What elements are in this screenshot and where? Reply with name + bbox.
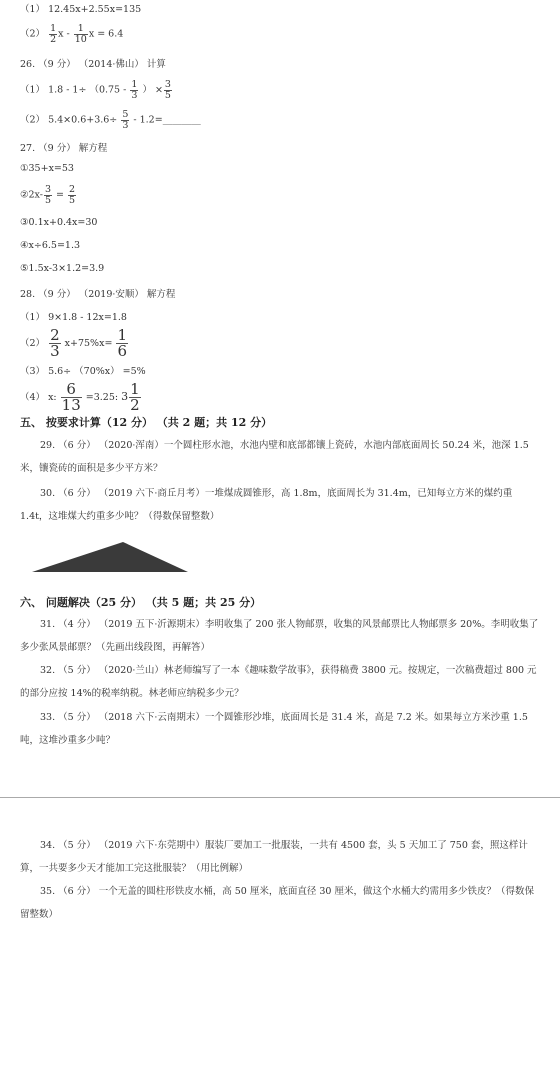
- fraction: $\frac{2}{5}$: [69, 184, 76, 206]
- fraction: $\frac{1}{3}$: [131, 79, 138, 101]
- q31-text: 31. （4 分） （2019 五下·沂源期末）李明收集了 200 张人物邮票，收集的风景邮票比人物邮票多 20%。李明收集了多少张风景邮票？（先画出线段图，再解答）: [20, 619, 539, 653]
- q27-title: 27. （9 分） 解方程: [20, 143, 108, 154]
- q27-item1: ①35+x=53: [20, 163, 74, 174]
- page-divider: [0, 797, 560, 798]
- q28-part1: （1） 9×1.8 - 12x=1.8: [20, 312, 127, 323]
- q35-text: 35. （6 分） 一个无盖的圆柱形铁皮水桶，高 50 厘米，底面直径 30 厘米，做这个水桶大约需用多少铁皮？（得数保留整数）: [20, 886, 534, 920]
- q28-part3: （3） 5.6÷ （70%x） =5%: [20, 366, 146, 377]
- fraction: $\frac{1}{6}$: [117, 326, 127, 360]
- q27-item3: ③0.1x+0.4x=30: [20, 217, 98, 228]
- q26-part2: （2） 5.4×0.6+3.6÷ $\frac{5}{3}$ - 1.2=________: [20, 109, 201, 131]
- section5-heading: 五、 按要求计算（12 分） （共 2 题；共 12 分）: [20, 416, 273, 429]
- q28-part4: （4） x: $\frac{6}{13}$ =3.25: 3 $\frac{1}{2}$: [20, 380, 140, 414]
- fraction: $\frac{1}{2}$: [50, 23, 57, 45]
- q26-part1: （1） 1.8 - 1÷ （0.75 - $\frac{1}{3}$ ） × $\frac{3}{5}$: [20, 79, 171, 101]
- q27-item2: ②2x- $\frac{3}{5}$ = $\frac{2}{5}$: [20, 184, 76, 206]
- fraction: $\frac{3}{5}$: [44, 184, 52, 206]
- fraction: $\frac{5}{3}$: [122, 109, 129, 131]
- q25-part2: （2） $\frac{1}{2}$ x - $\frac{1}{10}$ x = 6.4: [20, 23, 124, 45]
- fraction: $\frac{3}{5}$: [164, 79, 171, 101]
- fraction: $\frac{1}{2}$: [130, 380, 140, 414]
- q29-text: 29. （6 分） （2020·浑南）一个圆柱形水池，水池内壁和底部都镶上瓷砖，水池内部底面周长 50.24 米，池深 1.5 米，镶瓷砖的面积是多少平方米？: [20, 440, 529, 474]
- q28-title: 28. （9 分） （2019·安顺） 解方程: [20, 289, 176, 300]
- q30-text: 30. （6 分） （2019 六下·商丘月考）一堆煤成圆锥形，高 1.8m，底面周长为 31.4m，已知每立方米的煤约重 1.4t，这堆煤大约重多少吨？（得数保留整数）: [20, 488, 513, 522]
- q34-text: 34. （5 分） （2019 六下·东莞期中）服装厂要加工一批服装，一共有 4500 套，头 5 天加工了 750 套，照这样计算，一共要多少天才能加工完这批服装？（用比例解）: [20, 840, 528, 874]
- q32-text: 32. （5 分） （2020·兰山）林老师编写了一本《趣味数学故事》，获得稿费 3800 元。按规定，一次稿费超过 800 元的部分应按 14%的税率纳税。林老师应纳税多少元？: [20, 665, 537, 699]
- fraction: $\frac{1}{10}$: [74, 23, 87, 45]
- q27-item5: ⑤1.5x-3×1.2=3.9: [20, 263, 105, 274]
- q28-part2: （2） $\frac{2}{3}$ x+75%x= $\frac{1}{6}$: [20, 326, 127, 360]
- q25-part1: （1） 12.45x+2.55x=135: [20, 4, 142, 15]
- q33-text: 33. （5 分） （2018 六下·云南期末）一个圆锥形沙堆，底面周长是 31.4 米，高是 7.2 米。如果每立方米沙重 1.5 吨，这堆沙重多少吨？: [20, 712, 528, 746]
- coal-pile-cone-image: [30, 540, 190, 574]
- fraction: $\frac{6}{13}$: [61, 380, 81, 414]
- q26-title: 26. （9 分） （2014·佛山） 计算: [20, 59, 166, 70]
- q27-item4: ④x÷6.5=1.3: [20, 240, 81, 251]
- fraction: $\frac{2}{3}$: [50, 326, 60, 360]
- section6-heading: 六、 问题解决（25 分） （共 5 题；共 25 分）: [20, 596, 262, 609]
